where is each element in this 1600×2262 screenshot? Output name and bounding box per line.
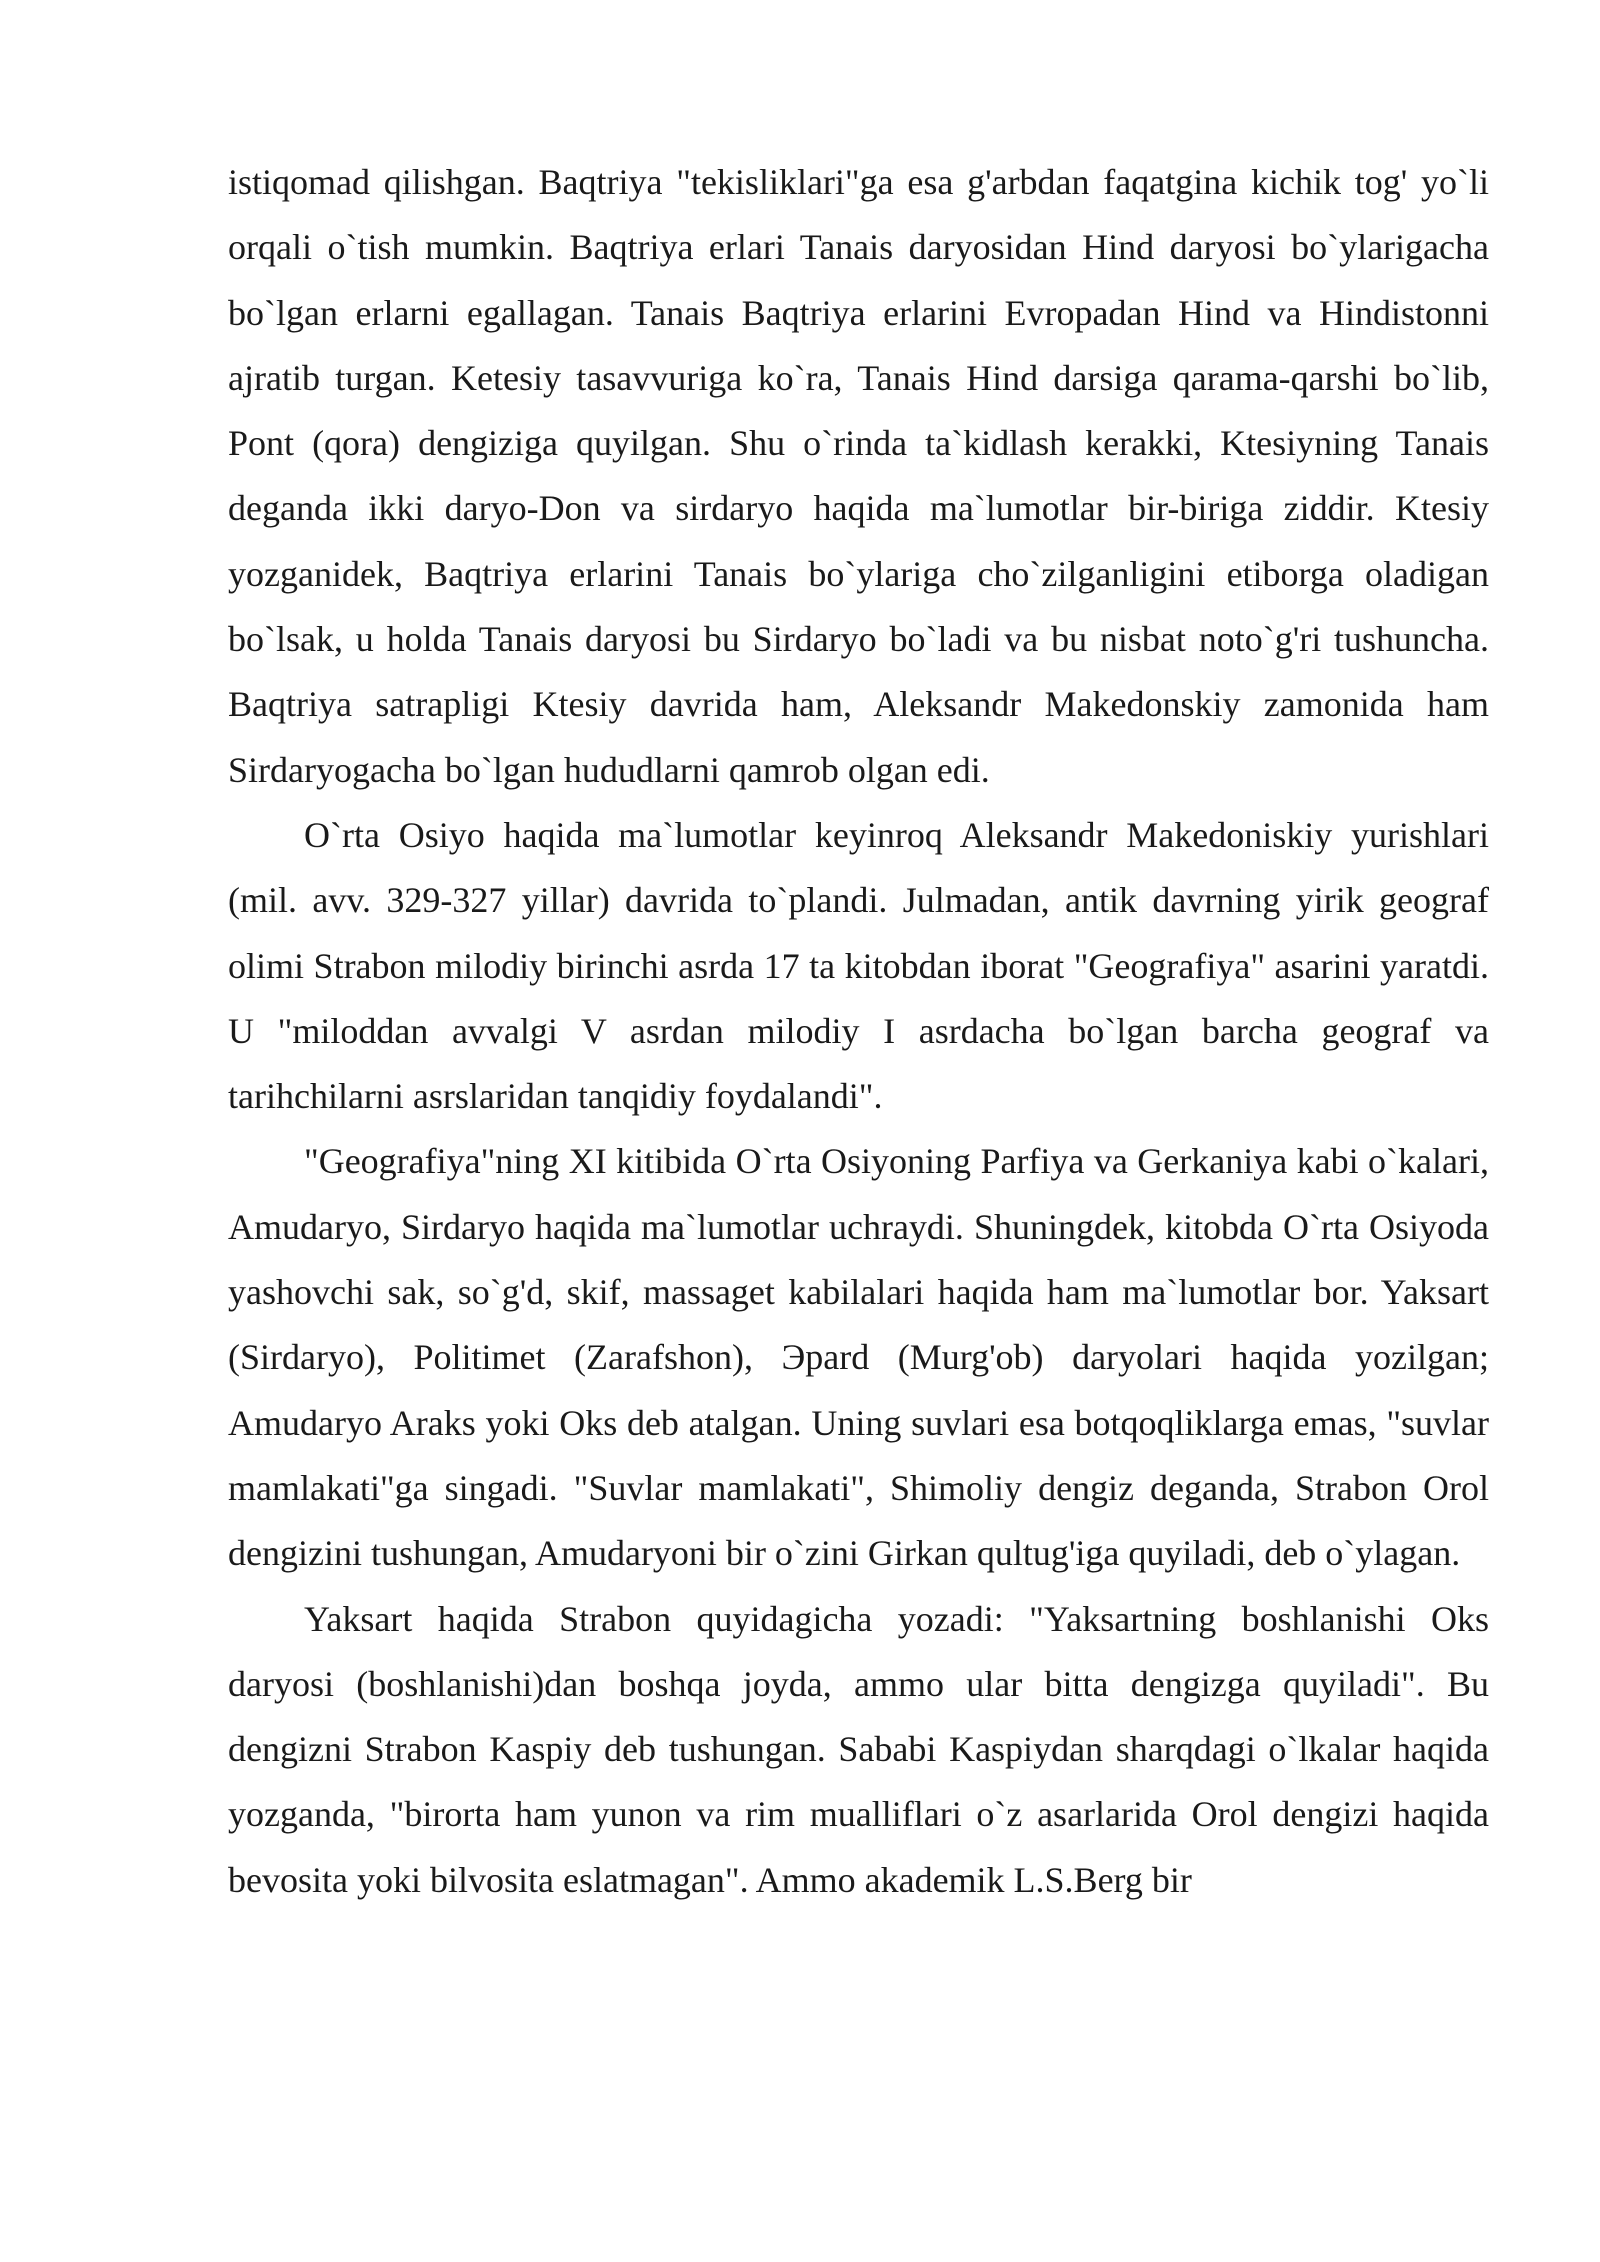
paragraph: Yaksart haqida Strabon quyidagicha yozadi: "Yaksartning boshlanishi Oks daryosi (boshlanishi)dan boshqa joyda, ammo ular bitta dengizga quyiladi". Bu dengizni Strabon Kaspiy deb tushungan. Sababi Kaspiydan sharqdagi o`lkalar haqida yozganda, "birorta ham yunon va rim mualliflari o`z asarlarida Orol dengizi haqida bevosita yoki bilvosita eslatmagan". Ammo akademik L.S.Berg bir <box>228 1598 1489 1900</box>
paragraph: "Geografiya"ning XI kitibida O`rta Osiyoning Parfiya va Gerkaniya kabi o`kalari, Amudaryo, Sirdaryo haqida ma`lumotlar uchraydi. Shuningdek, kitobda O`rta Osiyoda yashovchi sak, so`g'd, skif, massaget kabilalari haqida ham ma`lumotlar bor. Yaksart (Sirdaryo), Politimet (Zarafshon), Эpard (Murg'ob) daryolari haqida yozilgan; Amudaryo Araks yoki Oks deb atalgan. Uning suvlari esa botqoqliklarga emas, "suvlar mamlakati"ga singadi. "Suvlar mamlakati", Shimoliy dengiz deganda, Strabon Orol dengizini tushungan, Amudaryoni bir o`zini Girkan qultug'iga quyiladi, deb o`ylagan. <box>228 1141 1489 1574</box>
body-text <box>228 150 1489 1913</box>
paragraph-continuation: istiqomad qilishgan. Baqtriya "tekisliklari"ga esa g'arbdan faqatgina kichik tog' yo`li orqali o`tish mumkin. Baqtriya erlari Tanais daryosidan Hind daryosi bo`ylarigacha bo`lgan erlarni egallagan. Tanais Baqtriya erlarini Evropadan Hind va Hindistonni ajratib turgan. Ketesiy tasavvuriga ko`ra, Tanais Hind darsiga qarama-qarshi bo`lib, Pont (qora) dengiziga quyilgan. Shu o`rinda ta`kidlash kerakki, Ktesiyning Tanais deganda ikki daryo-Don va sirdaryo haqida ma`lumotlar bir-biriga ziddir. Ktesiy yozganidek, Baqtriya erlarini Tanais bo`ylariga cho`zilganligini etiborga oladigan bo`lsak, u holda Tanais daryosi bu Sirdaryo bo`ladi va bu nisbat noto`g'ri tushuncha. Baqtriya satrapligi Ktesiy davrida ham, Aleksandr Makedonskiy zamonida ham Sirdaryogacha bo`lgan hududlarni qamrob olgan edi. <box>228 162 1489 790</box>
paragraph: O`rta Osiyo haqida ma`lumotlar keyinroq Aleksandr Makedoniskiy yurishlari (mil. avv. 329-327 yillar) davrida to`plandi. Julmadan, antik davrning yirik geograf olimi Strabon milodiy birinchi asrda 17 ta kitobdan iborat "Geografiya" asarini yaratdi. U "miloddan avvalgi V asrdan milodiy I asrdacha bo`lgan barcha geograf va tarihchilarni asrslaridan tanqidiy foydalandi". <box>228 814 1489 1117</box>
